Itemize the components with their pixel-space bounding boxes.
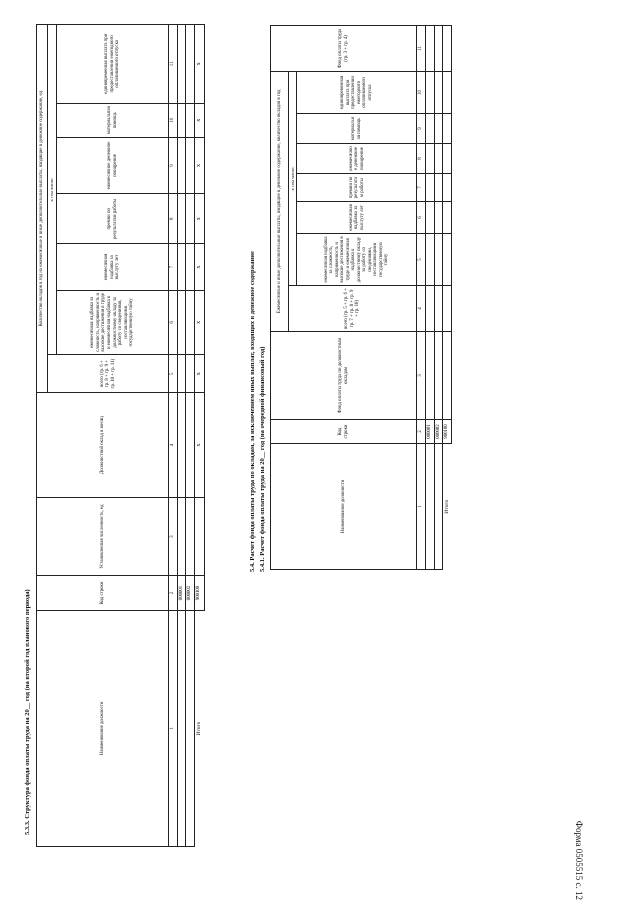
col-number: 2 [417,420,426,444]
cell-value[interactable] [434,332,443,420]
cell-row-code: 000002 [434,420,443,444]
cell-position-name[interactable] [186,610,195,846]
cell-value[interactable] [177,497,186,575]
table-row [434,25,443,569]
col-number: 7 [169,244,178,290]
header-staff: Установленная численность, ед [37,497,169,575]
cell-value[interactable] [426,234,435,286]
header-allowances-group: Ежемесячные и иные дополнительные выплаты, входящие в денежное содержание, количество окладов в год [271,71,289,331]
table-row [186,25,195,847]
total-label: Итого [196,721,203,736]
header-including: в том числе: [48,25,57,355]
section-5-4-title: 5.4. Расчет фонда оплаты труда по окладам, за исключением иных выплат, входящих в денежное содержание [249,251,256,572]
header-col-10: материальная помощь [57,103,169,137]
header-col-8: ежемесячное денежное поощрение [297,144,417,174]
cell-value[interactable] [426,114,435,144]
cell-value[interactable] [177,137,186,193]
cell-value[interactable] [434,71,443,113]
col-number: 4 [417,286,426,332]
table-row [426,25,435,569]
cell-value[interactable] [434,25,443,71]
header-col-7: премии по результатам работы [297,174,417,202]
cell-value[interactable] [177,194,186,244]
total-cell[interactable] [443,332,452,420]
total-row [194,25,204,847]
cell-position-name[interactable] [434,444,443,570]
cell-value[interactable] [434,114,443,144]
cell-value[interactable] [186,103,195,137]
header-name: Наименование должности [271,444,417,570]
cell-row-code: 000001 [426,420,435,444]
cell-value[interactable] [434,202,443,234]
total-cell[interactable] [443,174,452,202]
cell-value[interactable] [434,144,443,174]
total-cell[interactable] [194,497,204,575]
total-code: 900100 [194,576,204,610]
total-cell: x [194,25,204,104]
cell-value[interactable] [186,25,195,104]
cell-value[interactable] [426,71,435,113]
header-col-11: единовременная выплата при предоставлении ежегодного оплачиваемого отпуска [57,25,169,104]
col-number: 11 [169,25,178,104]
cell-row-code: 000002 [186,576,195,610]
table-row [177,25,186,847]
cell-value[interactable] [426,174,435,202]
header-fund-total: Фонд оплаты труда (гр. 3 + гр. 4) [271,25,417,71]
header-including: в том числе: [289,71,297,285]
col-number: 1 [417,444,426,570]
cell-value[interactable] [186,497,195,575]
header-col-9: ежемесячное денежное поощрение [57,137,169,193]
col-number: 3 [169,497,178,575]
col-number: 3 [417,332,426,420]
total-cell: x [194,194,204,244]
col-number: 6 [417,202,426,234]
header-total: всего (гр. 6 + гр. 8 + гр. 9 + гр. 10 + гр. 11) [48,355,169,393]
cell-value[interactable] [177,103,186,137]
total-cell: x [194,393,204,498]
cell-position-name[interactable] [426,444,435,570]
total-cell: x [194,103,204,137]
col-number: 10 [417,71,426,113]
header-col-9: материальная помощь [297,114,417,144]
total-cell: x [194,244,204,290]
cell-value[interactable] [186,137,195,193]
cell-value[interactable] [434,286,443,332]
table-5-4-1 [270,25,452,570]
col-number: 8 [169,194,178,244]
col-number: 2 [169,576,178,610]
cell-value[interactable] [186,244,195,290]
col-number: 7 [417,174,426,202]
section-5-3-3-title: 5.3.3. Структура фонда оплаты труда на 20__ год (на второй год планового периода) [24,589,31,835]
header-col-7: ежемесячная надбавка за выслугу лет [57,244,169,290]
cell-value[interactable] [186,194,195,244]
total-cell: x [194,290,204,354]
header-code: Код строки [271,420,417,444]
cell-value[interactable] [426,286,435,332]
total-cell[interactable] [443,114,452,144]
total-cell[interactable] [443,286,452,332]
col-number: 9 [169,137,178,193]
col-number: 1 [169,610,178,846]
cell-value[interactable] [177,25,186,104]
cell-value[interactable] [434,174,443,202]
total-row [443,25,452,569]
total-cell: x [194,137,204,193]
col-number: 5 [417,234,426,286]
cell-value[interactable] [186,290,195,354]
total-code: 900100 [443,420,452,444]
total-cell[interactable] [443,202,452,234]
cell-position-name[interactable] [177,610,186,846]
cell-value[interactable] [177,290,186,354]
cell-value[interactable] [186,355,195,393]
header-col-10: единовременная выплата при предоставлении ежегодного оплачиваемого отпуска [297,71,417,113]
header-col-6: ежемесячная надбавка за выслугу лет [297,202,417,234]
total-cell[interactable] [443,144,452,174]
header-salary: Должностной оклад в месяц [37,393,169,498]
header-col-5: ежемесячная надбавка за сложность, напряженность и высокие достижения в труде и ежемесячная надбавка к должностному окладу за работу со сведениями, составляющими государственную тайну [297,234,417,286]
col-number: 10 [169,103,178,137]
total-cell[interactable] [443,25,452,71]
total-label: Итого [444,499,451,514]
col-number: 11 [417,25,426,71]
header-col-8: премии по результатам работы [57,194,169,244]
header-total: всего (гр. 5 + гр. 6 + гр. 7 + гр. 8 + гр. 9 + гр. 10) [289,286,417,332]
total-cell[interactable] [443,234,452,286]
section-5-4-1-title: 5.4.1. Расчет фонда оплаты труда на 20__ год (на очередной финансовый год) [259,346,266,572]
cell-value[interactable] [434,234,443,286]
header-code: Код строки [37,576,169,610]
cell-value[interactable] [426,25,435,71]
col-number: 5 [169,355,178,393]
header-fund-salary: Фонд оплаты труда по должностным окладам [271,332,417,420]
form-number: Форма 0505515 с. 12 [574,820,584,900]
col-number: 4 [169,393,178,498]
cell-value[interactable] [177,244,186,290]
header-col-6: ежемесячная надбавка за сложность, напряженность и высокие достижения в труде и ежемесячная надбавка к должностному окладу за работу со сведениями, составляющими государственную тайну [57,290,169,354]
cell-row-code: 000001 [177,576,186,610]
cell-value[interactable] [426,202,435,234]
cell-value[interactable] [426,332,435,420]
total-cell: x [194,355,204,393]
table-5-3-3 [36,24,205,847]
cell-value[interactable] [426,144,435,174]
col-number: 6 [169,290,178,354]
col-number: 9 [417,114,426,144]
cell-value[interactable] [186,393,195,498]
cell-value[interactable] [177,355,186,393]
header-name: Наименование должности [37,610,169,846]
header-allowances-group: Количество окладов в год на ежемесячные и иные дополнительные выплаты, входящие в денежное содержание, ед [37,25,48,393]
cell-value[interactable] [177,393,186,498]
col-number: 8 [417,144,426,174]
total-cell[interactable] [443,71,452,113]
